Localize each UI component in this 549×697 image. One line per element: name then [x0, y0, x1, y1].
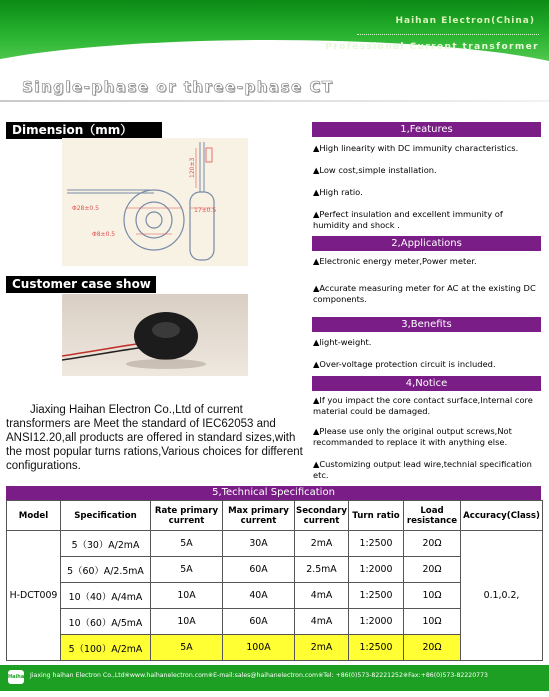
max-cell: 60A [223, 609, 295, 635]
secondary-cell: 4mA [295, 609, 349, 635]
secondary-cell: 2.5mA [295, 557, 349, 583]
max-cell: 30A [223, 531, 295, 557]
notice-heading: 4,Notice [312, 376, 541, 391]
feature-item: ▲Perfect insulation and excellent immunity of humidity and shock . [313, 209, 503, 230]
spec-cell: 5（100）A/2mA [61, 635, 151, 661]
table-row [7, 531, 543, 557]
dimension-drawing [62, 138, 248, 266]
feature-item: ▲High linearity with DC immunity characteristics. [313, 143, 519, 153]
feature-item: ▲Low cost,simple installation. [313, 165, 437, 175]
spec-cell: 10（40）A/4mA [61, 583, 151, 609]
secondary-cell: 4mA [295, 583, 349, 609]
outer-diameter-label: Φ28±0.5 [72, 205, 99, 212]
benefit-item: ▲Over-voltage protection circuit is included. [313, 359, 496, 369]
notice-item: ▲Please use only the original output screws,Not recommanded to replace it with anything else. [313, 426, 512, 447]
company-name: Haihan Electron(China) [395, 16, 535, 26]
turn-cell: 1:2500 [349, 635, 404, 661]
ring-outer [124, 190, 184, 250]
inner-diameter-label: Φ8±0.5 [92, 231, 116, 238]
ct-shadow [126, 359, 206, 369]
company-intro: Jiaxing Haihan Electron Co.,Ltd of current transformers are Meet the standard of IEC62053 and ANSI12.20,all products are offered in standard sizes,with the most popular turns rations,Various choices for different configurations. [6, 404, 303, 472]
load-cell: 20Ω [404, 557, 461, 583]
contact-info: Jiaxing haihan Electron Co.,Ltd※www.haihanelectron.com※E-mail:sales@haihanelectron.com※Tel: +86(0)573-82221252※Fax:+86(0)573-82220773 [30, 672, 488, 679]
max-cell: 100A [223, 635, 295, 661]
benefit-item: ▲light-weight. [313, 337, 372, 347]
page-title: Single-phase or three-phase CT [22, 78, 334, 96]
max-cell: 40A [223, 583, 295, 609]
ct-photo [62, 294, 248, 376]
turn-cell: 1:2500 [349, 583, 404, 609]
turn-cell: 1:2000 [349, 609, 404, 635]
lead-tip [206, 148, 212, 162]
col-max-header: Max primary current [223, 501, 295, 531]
col-turn-header: Turn ratio [349, 501, 404, 531]
rate-cell: 5A [151, 635, 223, 661]
applications-heading: 2,Applications [312, 236, 541, 251]
company-tagline: Professional Current transformer [325, 42, 539, 52]
application-item: ▲Electronic energy meter,Power meter. [313, 256, 477, 266]
benefits-heading: 3,Benefits [312, 317, 541, 332]
spec-cell: 5（60）A/2.5mA [61, 557, 151, 583]
header-divider [357, 34, 539, 35]
spec-table [6, 500, 543, 661]
secondary-cell: 2mA [295, 531, 349, 557]
load-cell: 10Ω [404, 583, 461, 609]
secondary-cell: 2mA [295, 635, 349, 661]
ring-middle [136, 202, 172, 238]
col-spec-header: Specification [61, 501, 151, 531]
load-cell: 20Ω [404, 635, 461, 661]
dimension-diagram [62, 138, 248, 266]
haihan-logo: Haihan [8, 670, 24, 684]
turn-cell: 1:2500 [349, 531, 404, 557]
spec-cell: 5（30）A/2mA [61, 531, 151, 557]
notice-item: ▲If you impact the core contact surface,Internal core material could be damaged. [313, 395, 533, 416]
col-load-header: Load resistance [404, 501, 461, 531]
footer-bar [0, 665, 549, 691]
accuracy-cell: 0.1,0.2, [461, 531, 543, 661]
customer-case-photo [62, 294, 248, 376]
rate-cell: 10A [151, 583, 223, 609]
application-item: ▲Accurate measuring meter for AC at the existing DC components. [313, 283, 536, 304]
ring-inner [146, 212, 162, 228]
title-divider [0, 100, 549, 102]
spec-cell: 10（60）A/5mA [61, 609, 151, 635]
rate-cell: 5A [151, 557, 223, 583]
features-heading: 1,Features [312, 122, 541, 137]
lead-length-label: 120±3 [189, 157, 196, 178]
customer-case-label: Customer case show [6, 276, 156, 293]
max-cell: 60A [223, 557, 295, 583]
side-view [190, 192, 217, 260]
spec-table-title: 5,Technical Specification [6, 486, 541, 500]
ct-hole [152, 322, 180, 338]
turn-cell: 1:2000 [349, 557, 404, 583]
model-cell: H-DCT009 [7, 531, 61, 661]
width-label: 17±0.5 [194, 207, 217, 214]
notice-item: ▲Customizing output lead wire,technial specification etc. [313, 459, 532, 480]
header-banner [0, 0, 549, 62]
rate-cell: 5A [151, 531, 223, 557]
col-rate-header: Rate primary current [151, 501, 223, 531]
rate-cell: 10A [151, 609, 223, 635]
load-cell: 20Ω [404, 531, 461, 557]
load-cell: 10Ω [404, 609, 461, 635]
col-model-header: Model [7, 501, 61, 531]
col-secondary-header: Secondary current [295, 501, 349, 531]
dimension-label: Dimension（mm） [6, 122, 162, 139]
table-header-row [7, 501, 543, 531]
feature-item: ▲High ratio. [313, 187, 363, 197]
col-accuracy-header: Accuracy(Class) [461, 501, 543, 531]
